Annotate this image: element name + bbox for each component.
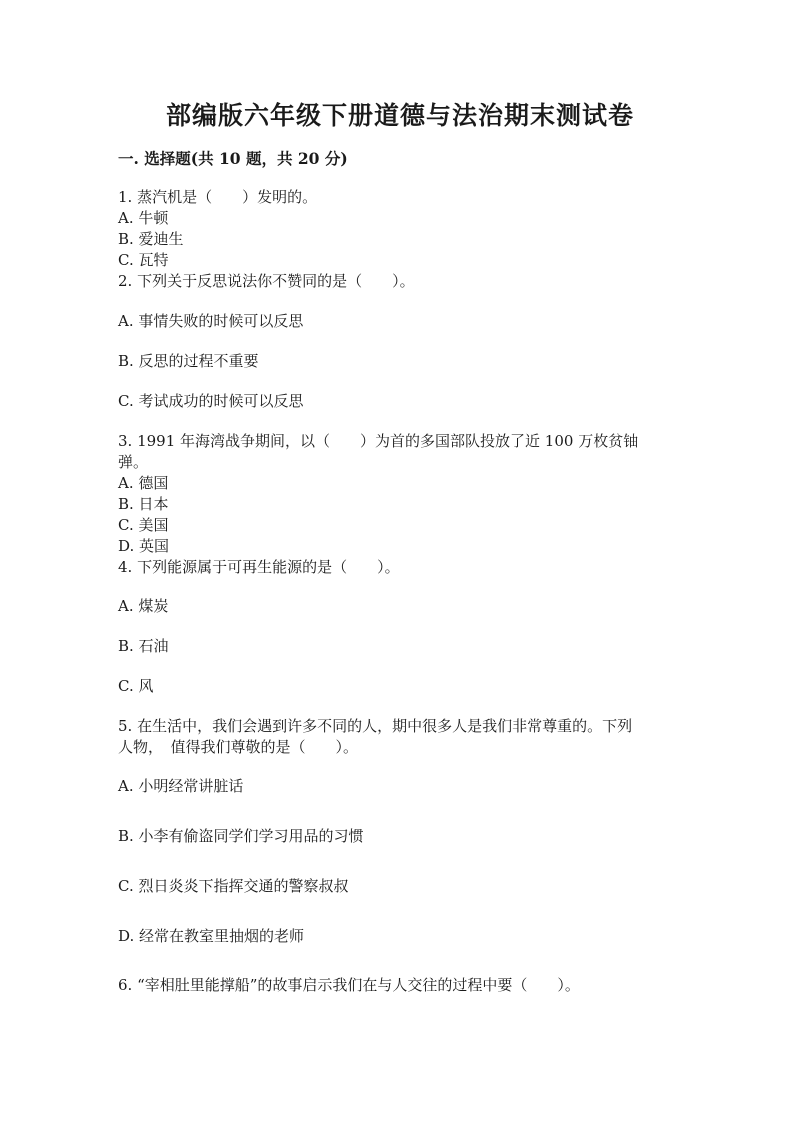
question-1-stem: 1. 蒸汽机是（ ）发明的。 — [118, 188, 318, 206]
question-4-option-c: C. 风 — [118, 677, 154, 695]
question-2-stem: 2. 下列关于反思说法你不赞同的是（ ）。 — [118, 272, 415, 290]
question-2-option-a: A. 事情失败的时候可以反思 — [118, 312, 304, 330]
question-4-option-a: A. 煤炭 — [118, 597, 169, 615]
question-5-option-b: B. 小李有偷盗同学们学习用品的习惯 — [118, 827, 364, 845]
question-5-stem-line1: 5. 在生活中，我们会遇到许多不同的人，期中很多人是我们非常尊重的。下列 — [118, 717, 633, 735]
question-5-option-d: D. 经常在教室里抽烟的老师 — [118, 927, 305, 945]
question-3-option-a: A. 德国 — [118, 474, 169, 492]
question-2-option-c: C. 考试成功的时候可以反思 — [118, 392, 304, 410]
section-heading: 一. 选择题(共 10 题，共 20 分) — [118, 149, 348, 168]
question-3-stem-line2: 弹。 — [118, 453, 149, 471]
question-1-option-b: B. 爱迪生 — [118, 230, 184, 248]
question-5-stem-line2: 人物， 值得我们尊敬的是（ ）。 — [118, 738, 359, 756]
question-4-stem: 4. 下列能源属于可再生能源的是（ ）。 — [118, 558, 400, 576]
question-3-option-d: D. 英国 — [118, 537, 170, 555]
question-3-option-c: C. 美国 — [118, 516, 169, 534]
question-3-stem-line1: 3. 1991 年海湾战争期间，以（ ）为首的多国部队投放了近 100 万枚贫铀 — [118, 432, 639, 450]
question-6-stem: 6. “宰相肚里能撑船”的故事启示我们在与人交往的过程中要（ ）。 — [118, 976, 580, 994]
question-5-option-a: A. 小明经常讲脏话 — [118, 777, 244, 795]
question-4-option-b: B. 石油 — [118, 637, 169, 655]
question-1-option-a: A. 牛顿 — [118, 209, 169, 227]
question-1-option-c: C. 瓦特 — [118, 251, 169, 269]
question-2-option-b: B. 反思的过程不重要 — [118, 352, 259, 370]
question-3-option-b: B. 日本 — [118, 495, 169, 513]
page-title: 部编版六年级下册道德与法治期末测试卷 — [165, 101, 634, 130]
question-5-option-c: C. 烈日炎炎下指挥交通的警察叔叔 — [118, 877, 349, 895]
